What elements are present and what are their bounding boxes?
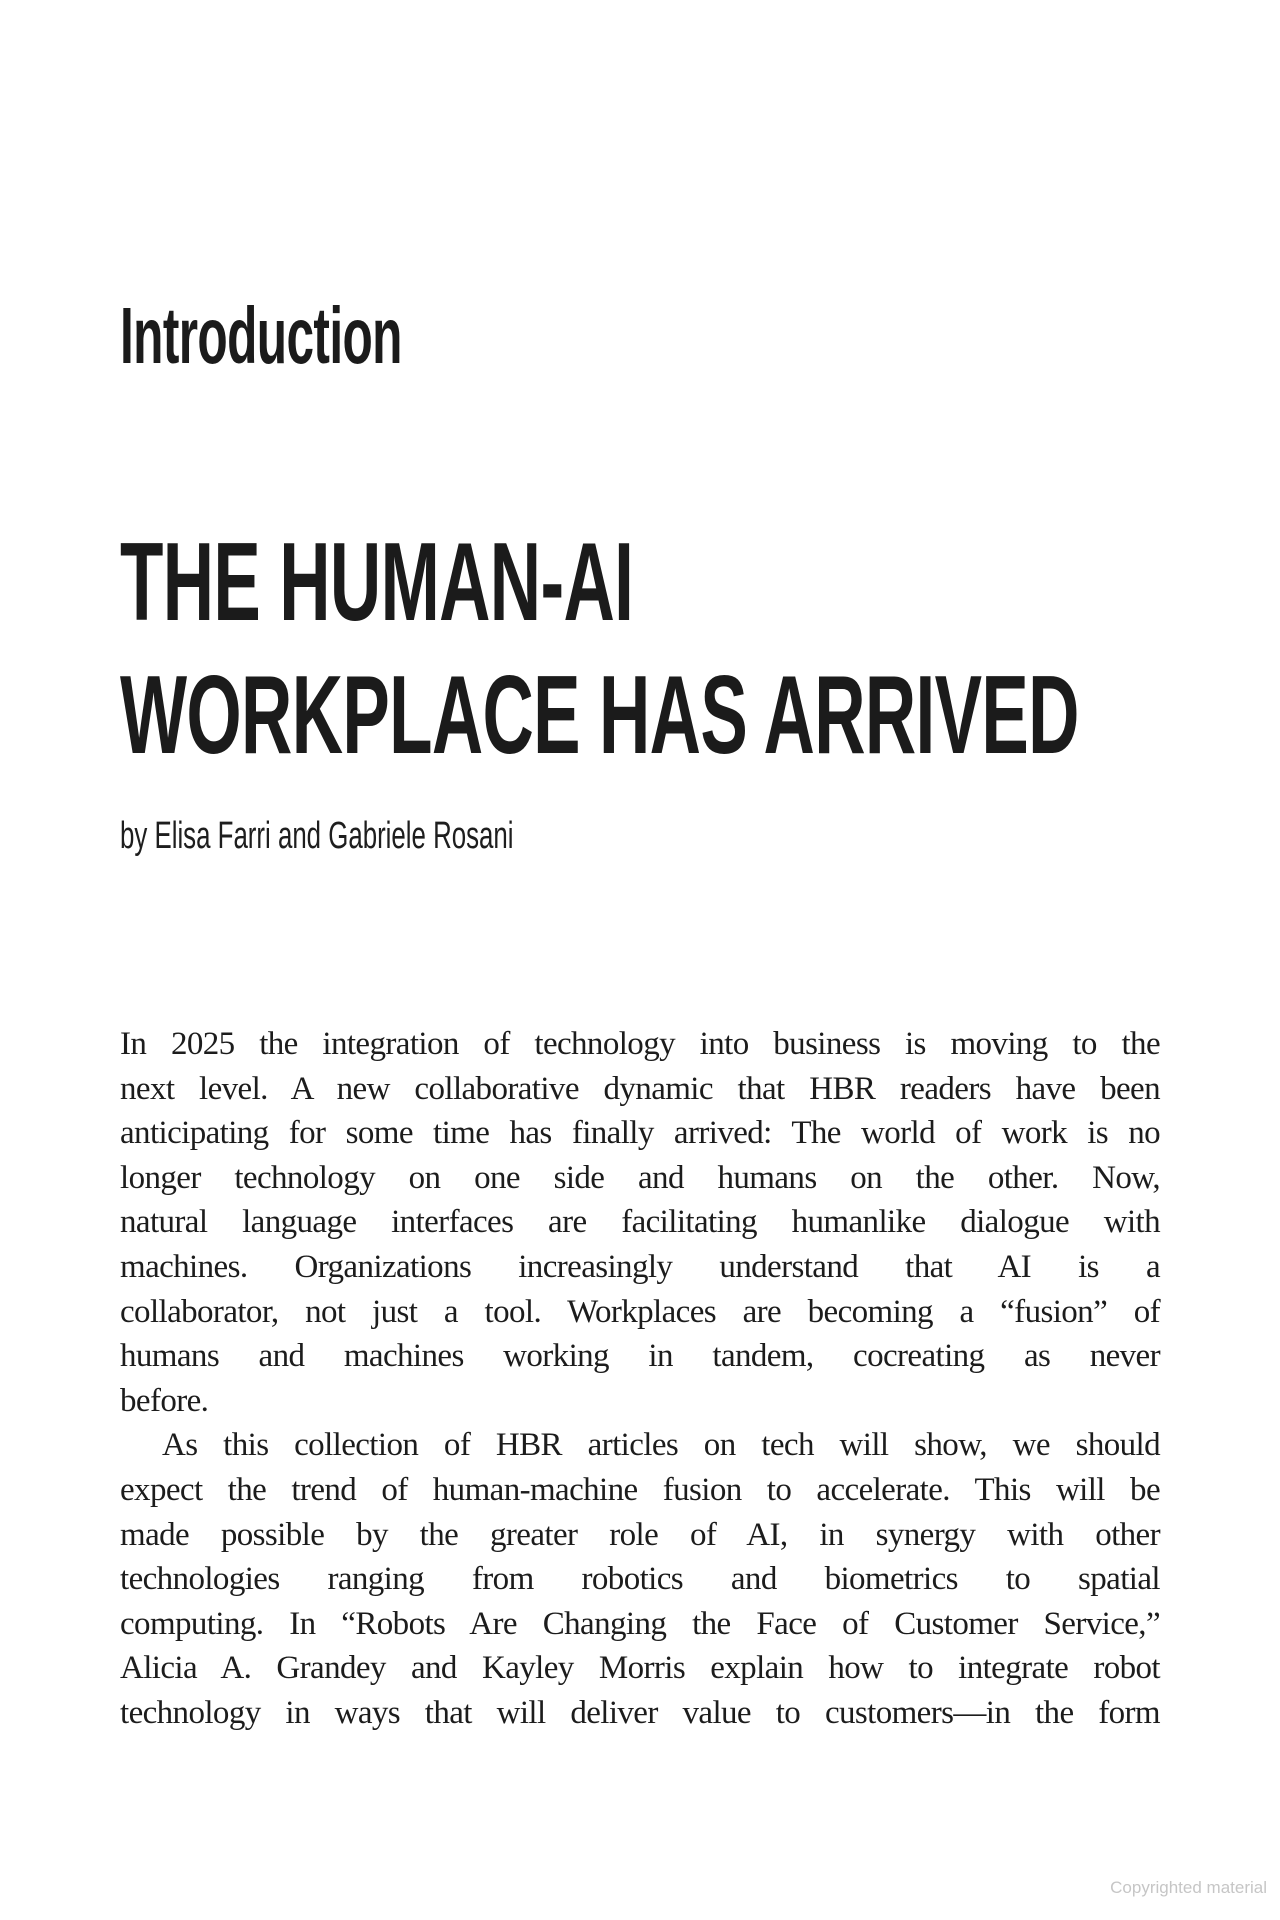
text-line: expect the trend of human-machine fusion to accelerate. This will be [120,1471,1160,1508]
text-line: technologies ranging from robotics and biometrics to spatial [120,1561,1160,1598]
text-line: before. [120,1382,209,1419]
text-line: collaborator, not just a tool. Workplaces are becoming a “fusion” of [120,1293,1160,1330]
text-line: Alicia A. Grandey and Kayley Morris explain how to integrate robot [120,1650,1160,1687]
paragraph [120,1423,1160,1735]
text-line: natural language interfaces are facilitating humanlike dialogue with [120,1204,1160,1241]
text-line: made possible by the greater role of AI, in synergy with other [120,1516,1160,1553]
section-kicker-text: Introduction [120,291,402,380]
text-line: In 2025 the integration of technology into business is moving to the [120,1026,1160,1062]
byline-text: by Elisa Farri and Gabriele Rosani [120,815,514,857]
chapter-title [120,516,1280,782]
chapter-title-line-1 [120,516,1280,649]
text-line: machines. Organizations increasingly understand that AI is a [120,1248,1160,1285]
body-text [120,1022,1160,1736]
copyright-watermark: Copyrighted material [1110,1878,1267,1897]
chapter-title-text-1: THE HUMAN-AI [120,520,634,644]
section-kicker [120,291,575,380]
chapter-title-line-2 [120,649,1280,782]
paragraph [120,1022,1160,1423]
text-line: anticipating for some time has finally arrived: The world of work is no [120,1115,1160,1152]
byline [120,816,699,856]
text-line: longer technology on one side and humans on the other. Now, [120,1159,1160,1196]
text-line: technology in ways that will deliver value to customers—in the form [120,1694,1160,1731]
text-line: humans and machines working in tandem, cocreating as never [120,1338,1160,1375]
chapter-title-text-2: WORKPLACE HAS ARRIVED [120,653,1079,777]
text-line: next level. A new collaborative dynamic that HBR readers have been [120,1070,1160,1107]
text-line: As this collection of HBR articles on tech will show, we should [162,1427,1160,1464]
text-line: computing. In “Robots Are Changing the Face of Customer Service,” [120,1605,1160,1642]
